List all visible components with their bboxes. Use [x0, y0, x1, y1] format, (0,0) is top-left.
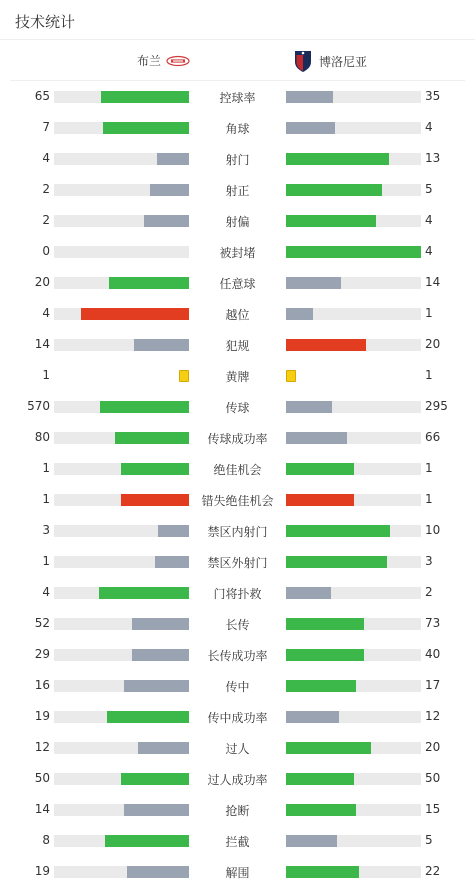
- home-bar: [155, 556, 189, 568]
- stat-label: 传球: [225, 401, 250, 415]
- title-bar: [0, 0, 475, 40]
- home-bar: [138, 742, 189, 754]
- stat-row: [0, 639, 475, 670]
- stat-row: [0, 701, 475, 732]
- away-bar-track: [286, 91, 421, 103]
- stats-table: [0, 81, 475, 887]
- away-bar: [286, 153, 389, 165]
- away-value: 20: [425, 337, 441, 351]
- home-value: 7: [42, 120, 50, 134]
- away-value: 1: [425, 492, 433, 506]
- home-bar-track: [54, 556, 189, 568]
- away-value: 1: [425, 368, 433, 382]
- stat-label: 传球成功率: [207, 432, 268, 446]
- stat-row: [0, 763, 475, 794]
- stat-row: [0, 732, 475, 763]
- away-bar: [286, 649, 364, 661]
- away-bar-track: [286, 866, 421, 878]
- away-value: 5: [425, 833, 433, 847]
- home-value: 2: [42, 182, 50, 196]
- away-bar-track: [286, 153, 421, 165]
- home-value: 20: [34, 275, 50, 289]
- home-value: 4: [42, 585, 50, 599]
- stat-label: 传中成功率: [207, 711, 268, 725]
- away-value: 20: [425, 740, 441, 754]
- away-value: 1: [425, 306, 433, 320]
- away-bar: [286, 432, 347, 444]
- home-value: 65: [34, 89, 50, 103]
- home-bar-track: [54, 401, 189, 413]
- home-bar-track: [54, 339, 189, 351]
- home-bar-track: [54, 804, 189, 816]
- away-bar: [286, 618, 364, 630]
- away-bar-track: [286, 711, 421, 723]
- home-team-name: 布兰: [136, 54, 161, 68]
- stat-label: 射门: [225, 153, 250, 167]
- away-bar-track: [286, 339, 421, 351]
- stat-label: 解围: [225, 866, 250, 880]
- away-bar: [286, 804, 356, 816]
- home-bar: [100, 401, 189, 413]
- home-value: 29: [34, 647, 50, 661]
- stat-row: [0, 546, 475, 577]
- away-value: 4: [425, 213, 433, 227]
- stat-row: [0, 267, 475, 298]
- yellow-card-icon: [179, 370, 189, 382]
- home-bar: [150, 184, 189, 196]
- home-bar-track: [54, 184, 189, 196]
- away-bar-track: [286, 556, 421, 568]
- away-value: 66: [425, 430, 441, 444]
- away-bar: [286, 525, 390, 537]
- home-bar: [81, 308, 189, 320]
- away-value: 4: [425, 120, 433, 134]
- stat-label: 黄牌: [225, 370, 250, 384]
- stat-label: 禁区外射门: [207, 556, 268, 570]
- stat-row: [0, 81, 475, 112]
- stat-label: 过人成功率: [207, 773, 268, 787]
- away-bar: [286, 339, 366, 351]
- home-value: 2: [42, 213, 50, 227]
- home-value: 4: [42, 151, 50, 165]
- home-bar: [134, 339, 189, 351]
- home-bar-track: [54, 277, 189, 289]
- away-value: 22: [425, 864, 441, 878]
- home-bar: [132, 649, 189, 661]
- stat-row: [0, 484, 475, 515]
- stat-row: [0, 205, 475, 236]
- home-bar-track: [54, 91, 189, 103]
- home-value: 16: [34, 678, 50, 692]
- home-bar: [121, 773, 189, 785]
- away-bar: [286, 91, 333, 103]
- home-bar: [103, 122, 189, 134]
- away-bar: [286, 835, 337, 847]
- away-value: 12: [425, 709, 441, 723]
- away-bar-track: [286, 742, 421, 754]
- home-bar: [124, 804, 189, 816]
- home-bar-track: [54, 432, 189, 444]
- stat-row: [0, 422, 475, 453]
- away-bar: [286, 866, 359, 878]
- stat-row: [0, 112, 475, 143]
- home-bar: [101, 91, 189, 103]
- stat-row: [0, 825, 475, 856]
- home-bar: [144, 215, 189, 227]
- home-bar: [121, 494, 189, 506]
- stat-row: [0, 453, 475, 484]
- away-bar-track: [286, 184, 421, 196]
- stat-row: [0, 360, 475, 391]
- away-bar-track: [286, 122, 421, 134]
- home-bar: [99, 587, 189, 599]
- home-bar-track: [54, 153, 189, 165]
- away-value: 5: [425, 182, 433, 196]
- away-bar-track: [286, 680, 421, 692]
- stat-row: [0, 236, 475, 267]
- home-value: 4: [42, 306, 50, 320]
- home-bar-track: [54, 370, 189, 382]
- home-bar: [127, 866, 189, 878]
- away-bar-track: [286, 432, 421, 444]
- away-team[interactable]: [293, 49, 367, 73]
- away-bar: [286, 494, 354, 506]
- home-bar-track: [54, 618, 189, 630]
- stat-row: [0, 608, 475, 639]
- stat-label: 禁区内射门: [207, 525, 268, 539]
- home-bar: [121, 463, 189, 475]
- stat-row: [0, 329, 475, 360]
- away-bar: [286, 401, 332, 413]
- home-bar-track: [54, 742, 189, 754]
- home-value: 52: [34, 616, 50, 630]
- stat-row: [0, 515, 475, 546]
- home-team-logo-icon: [166, 55, 190, 67]
- home-bar: [107, 711, 189, 723]
- away-bar-track: [286, 463, 421, 475]
- stat-label: 门将扑救: [213, 587, 262, 601]
- home-bar-track: [54, 680, 189, 692]
- stat-label: 错失绝佳机会: [201, 494, 274, 508]
- away-bar-track: [286, 494, 421, 506]
- stat-row: [0, 298, 475, 329]
- away-bar-track: [286, 277, 421, 289]
- home-value: 14: [34, 337, 50, 351]
- home-bar-track: [54, 246, 189, 258]
- away-value: 50: [425, 771, 441, 785]
- stat-row: [0, 670, 475, 701]
- away-value: 35: [425, 89, 441, 103]
- away-value: 10: [425, 523, 441, 537]
- stat-label: 控球率: [219, 91, 256, 105]
- home-bar-track: [54, 649, 189, 661]
- home-bar: [124, 680, 189, 692]
- away-bar-track: [286, 246, 421, 258]
- home-bar: [132, 618, 189, 630]
- away-bar: [286, 587, 331, 599]
- home-bar: [158, 525, 189, 537]
- home-bar: [109, 277, 189, 289]
- away-value: 14: [425, 275, 441, 289]
- stat-row: [0, 391, 475, 422]
- home-value: 3: [42, 523, 50, 537]
- home-bar-track: [54, 711, 189, 723]
- away-bar: [286, 773, 354, 785]
- stat-label: 越位: [225, 308, 250, 322]
- page-title: 技术统计: [15, 13, 76, 31]
- home-value: 19: [34, 709, 50, 723]
- away-bar-track: [286, 401, 421, 413]
- away-bar-track: [286, 215, 421, 227]
- stat-label: 传中: [225, 680, 250, 694]
- away-bar: [286, 246, 421, 258]
- home-bar-track: [54, 494, 189, 506]
- away-value: 73: [425, 616, 441, 630]
- stat-label: 长传: [225, 618, 250, 632]
- home-bar-track: [54, 308, 189, 320]
- away-value: 13: [425, 151, 441, 165]
- home-value: 1: [42, 368, 50, 382]
- away-bar: [286, 277, 341, 289]
- away-bar-track: [286, 835, 421, 847]
- home-value: 0: [42, 244, 50, 258]
- home-value: 12: [34, 740, 50, 754]
- home-value: 1: [42, 461, 50, 475]
- home-value: 570: [27, 399, 50, 413]
- home-value: 8: [42, 833, 50, 847]
- away-bar: [286, 680, 356, 692]
- away-value: 40: [425, 647, 441, 661]
- home-bar-track: [54, 215, 189, 227]
- home-value: 80: [34, 430, 50, 444]
- stat-label: 抢断: [225, 804, 250, 818]
- away-bar-track: [286, 525, 421, 537]
- home-bar-track: [54, 525, 189, 537]
- away-bar: [286, 122, 335, 134]
- stat-row: [0, 856, 475, 887]
- stat-label: 被封堵: [219, 246, 256, 260]
- home-bar-track: [54, 773, 189, 785]
- home-bar-track: [54, 122, 189, 134]
- away-bar: [286, 711, 339, 723]
- home-value: 1: [42, 492, 50, 506]
- stat-label: 犯规: [225, 339, 250, 353]
- away-value: 1: [425, 461, 433, 475]
- stat-label: 绝佳机会: [213, 463, 262, 477]
- home-value: 19: [34, 864, 50, 878]
- stat-row: [0, 794, 475, 825]
- away-bar: [286, 308, 313, 320]
- away-value: 3: [425, 554, 433, 568]
- away-bar: [286, 556, 387, 568]
- away-team-shield-icon: [293, 49, 313, 73]
- home-bar: [105, 835, 189, 847]
- away-bar: [286, 215, 376, 227]
- away-team-name: 博洛尼亚: [319, 54, 368, 69]
- stat-label: 角球: [225, 122, 250, 136]
- away-bar-track: [286, 618, 421, 630]
- stat-label: 拦截: [225, 835, 250, 849]
- home-value: 1: [42, 554, 50, 568]
- stat-label: 长传成功率: [207, 649, 268, 663]
- home-value: 50: [34, 771, 50, 785]
- away-bar-track: [286, 773, 421, 785]
- stat-label: 过人: [225, 742, 250, 756]
- home-bar-track: [54, 866, 189, 878]
- home-value: 14: [34, 802, 50, 816]
- away-value: 17: [425, 678, 441, 692]
- away-value: 4: [425, 244, 433, 258]
- away-bar: [286, 184, 382, 196]
- stat-row: [0, 577, 475, 608]
- home-bar-track: [54, 835, 189, 847]
- stat-label: 任意球: [219, 277, 256, 291]
- away-bar-track: [286, 649, 421, 661]
- stat-label: 射偏: [225, 215, 250, 229]
- away-bar: [286, 742, 371, 754]
- away-value: 15: [425, 802, 441, 816]
- home-bar: [157, 153, 189, 165]
- home-bar-track: [54, 587, 189, 599]
- away-bar: [286, 463, 354, 475]
- home-bar: [115, 432, 189, 444]
- away-bar-track: [286, 587, 421, 599]
- stat-row: [0, 143, 475, 174]
- away-value: 295: [425, 399, 448, 413]
- away-bar-track: [286, 370, 421, 382]
- stat-label: 射正: [225, 184, 250, 198]
- stat-row: [0, 174, 475, 205]
- away-value: 2: [425, 585, 433, 599]
- team-header: [10, 41, 465, 81]
- away-bar-track: [286, 308, 421, 320]
- away-bar-track: [286, 804, 421, 816]
- yellow-card-icon: [286, 370, 296, 382]
- home-bar-track: [54, 463, 189, 475]
- home-team[interactable]: [137, 52, 190, 69]
